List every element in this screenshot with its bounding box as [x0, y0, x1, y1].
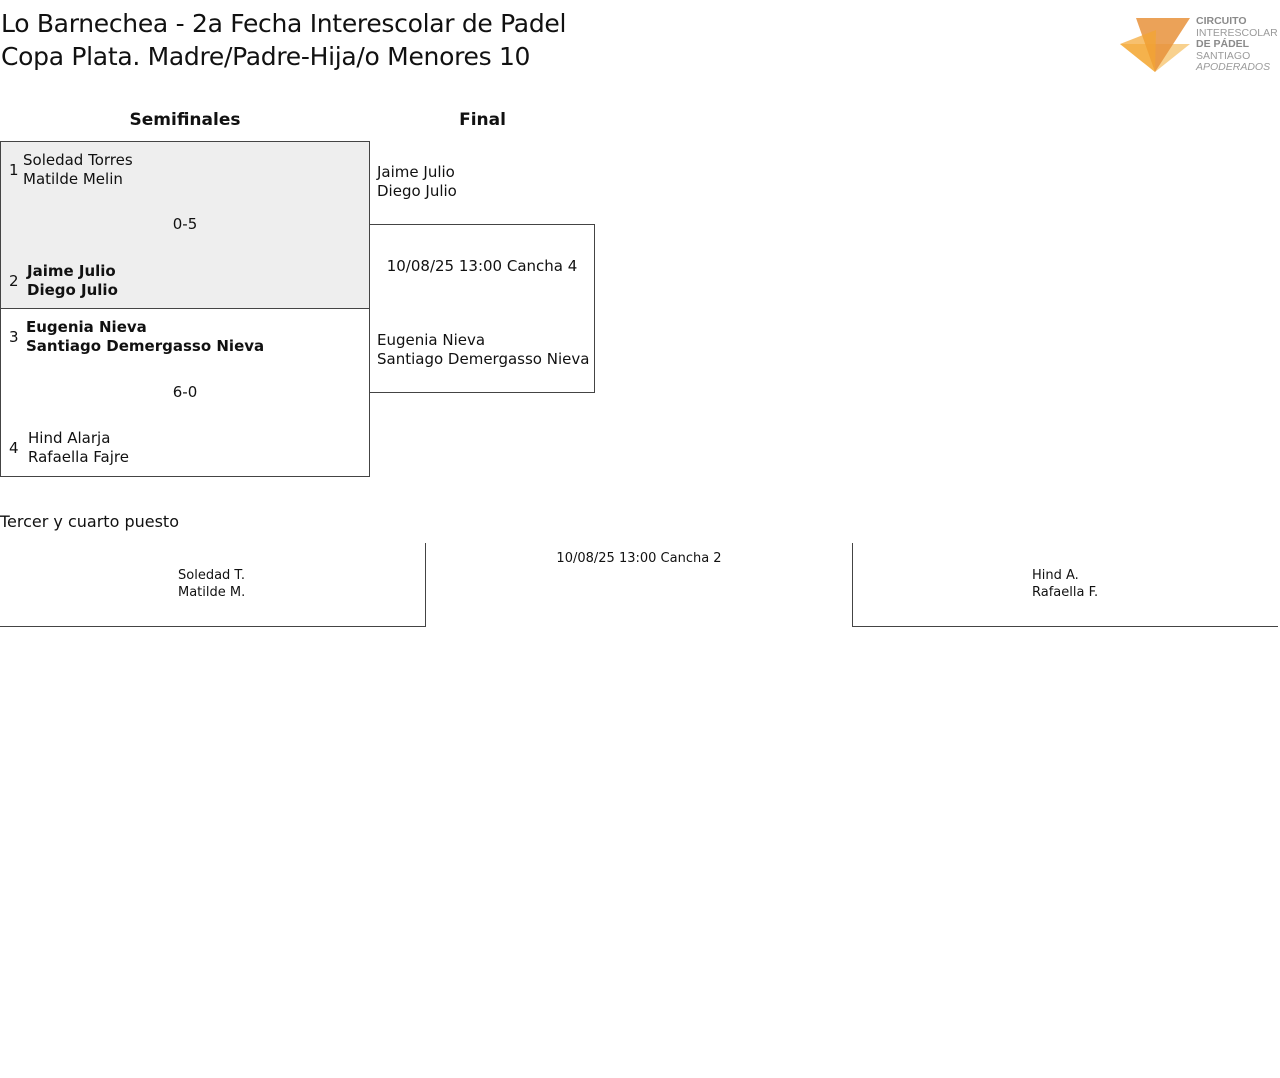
- logo-line-5: APODERADOS: [1196, 61, 1271, 73]
- player-name: Jaime Julio: [377, 163, 455, 181]
- fox-logo-icon: [1118, 14, 1192, 76]
- divider: [0, 626, 426, 627]
- team-entry: [23, 151, 133, 189]
- logo-line-3: DE PÁDEL: [1196, 38, 1250, 50]
- circuit-logo: [1118, 14, 1278, 76]
- divider: [852, 543, 853, 627]
- divider: [852, 626, 1278, 627]
- seed-number: 3: [9, 328, 19, 346]
- team-entry: [28, 429, 129, 467]
- seed-number: 4: [9, 439, 19, 457]
- player-name: Eugenia Nieva: [377, 331, 486, 349]
- semifinal-match-2[interactable]: [0, 308, 370, 477]
- semifinal-match-1[interactable]: [0, 141, 370, 309]
- player-name: Matilde M.: [178, 585, 246, 600]
- logo-line-2: INTERESCOLAR: [1196, 26, 1278, 39]
- page-title: Lo Barnechea - 2a Fecha Interescolar de Padel: [1, 9, 567, 38]
- final-match[interactable]: [369, 224, 595, 393]
- player-name: Soledad Torres: [23, 151, 133, 169]
- logo-line-4: SANTIAGO: [1196, 49, 1251, 62]
- player-name: Santiago Demergasso Nieva: [26, 337, 265, 355]
- team-entry-winner: [26, 318, 264, 356]
- final-heading: Final: [459, 110, 506, 130]
- match-schedule: 10/08/25 13:00 Cancha 2: [556, 551, 722, 566]
- player-name: Diego Julio: [27, 281, 118, 299]
- seed-number: 2: [9, 272, 19, 290]
- match-score: 0-5: [172, 215, 198, 233]
- player-name: Diego Julio: [377, 182, 457, 200]
- player-name: Soledad T.: [178, 568, 245, 583]
- player-name: Santiago Demergasso Nieva: [377, 350, 590, 368]
- player-name: Hind A.: [1032, 568, 1079, 583]
- player-name: Hind Alarja: [28, 429, 111, 447]
- third-place-team-left: [178, 567, 245, 601]
- team-entry-winner: [27, 262, 118, 300]
- player-name: Eugenia Nieva: [26, 318, 147, 336]
- seed-number: 1: [9, 161, 19, 179]
- match-schedule: 10/08/25 13:00 Cancha 4: [386, 257, 578, 275]
- player-name: Matilde Melin: [23, 170, 123, 188]
- third-place-heading: Tercer y cuarto puesto: [0, 512, 179, 531]
- third-place-team-right: [1032, 567, 1098, 601]
- match-score: 6-0: [172, 383, 198, 401]
- player-name: Jaime Julio: [27, 262, 116, 280]
- logo-text: [1196, 16, 1278, 74]
- third-place-match[interactable]: [0, 543, 1278, 627]
- logo-line-1: CIRCUITO: [1196, 15, 1247, 27]
- player-name: Rafaella F.: [1032, 585, 1099, 600]
- page-subtitle: Copa Plata. Madre/Padre-Hija/o Menores 10: [1, 42, 531, 71]
- semifinals-heading: Semifinales: [129, 110, 241, 130]
- player-name: Rafaella Fajre: [28, 448, 129, 466]
- final-team-top: [377, 163, 457, 201]
- final-team-bottom: [377, 331, 589, 369]
